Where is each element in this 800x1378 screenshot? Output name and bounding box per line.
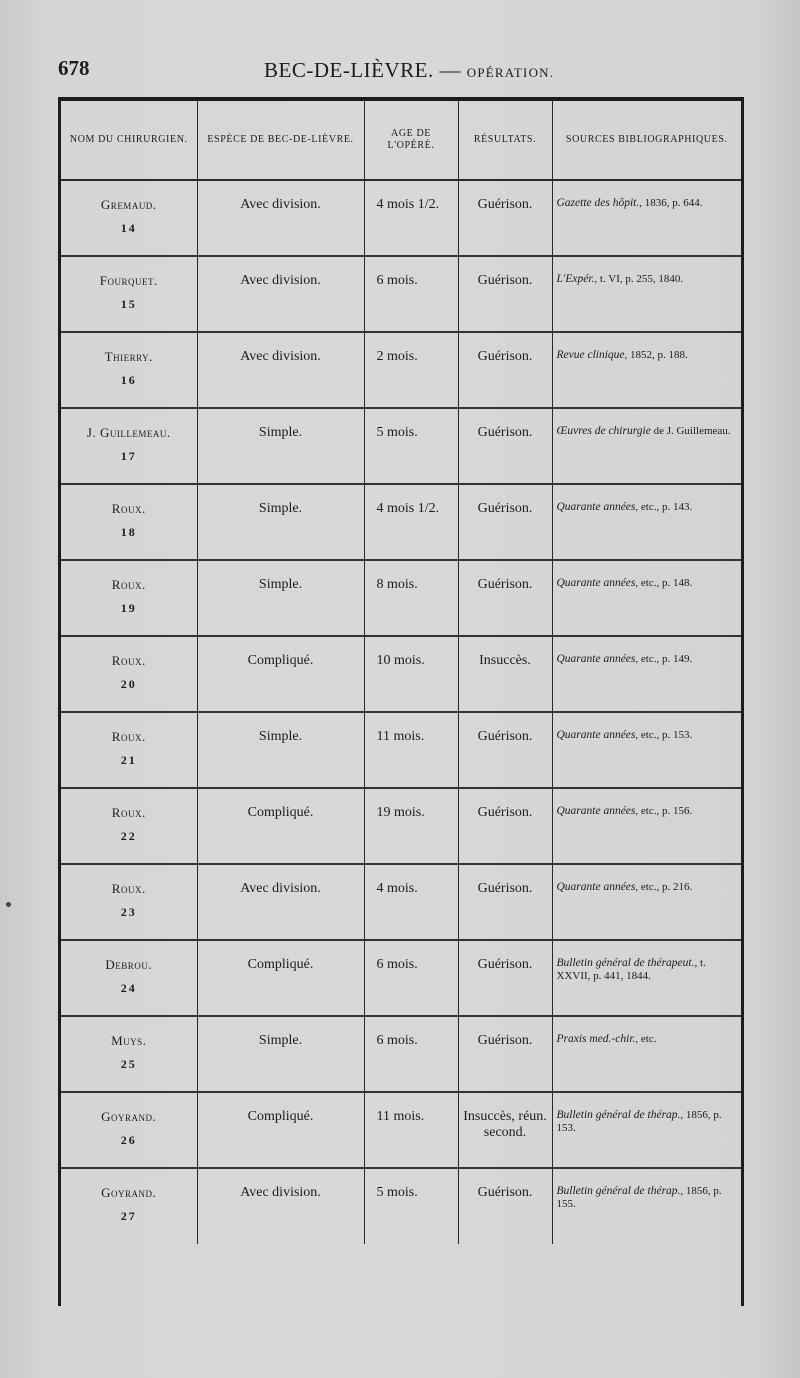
- species-cell: Avec division.: [197, 864, 364, 940]
- surgeon-cell: [61, 788, 197, 864]
- species-cell: Simple.: [197, 712, 364, 788]
- observation-number: 18: [120, 525, 137, 539]
- age-cell: 10 mois.: [364, 636, 458, 712]
- surgeon-cell: [61, 636, 197, 712]
- result-cell: Guérison.: [458, 560, 552, 636]
- source-cell: [552, 180, 741, 256]
- page-number: 678: [58, 56, 90, 80]
- source-title: Œuvres de chirurgie: [556, 425, 651, 437]
- species-cell: Simple.: [197, 408, 364, 484]
- age-cell: 11 mois.: [364, 1092, 458, 1168]
- surgeon-name: Roux.: [111, 501, 146, 516]
- source-title: Quarante années: [556, 577, 636, 589]
- surgeon-cell: [61, 256, 197, 332]
- surgeon-cell: [61, 180, 197, 256]
- observation-number: 22: [120, 829, 137, 843]
- result-cell: Guérison.: [458, 712, 552, 788]
- source-details: , 1852, p. 188.: [624, 349, 688, 361]
- result-cell: Insuccès.: [458, 636, 552, 712]
- table-row: [61, 180, 741, 256]
- surgeon-cell: [61, 1092, 197, 1168]
- source-cell: [552, 560, 741, 636]
- source-cell: [552, 636, 741, 712]
- age-cell: 5 mois.: [364, 408, 458, 484]
- species-cell: Compliqué.: [197, 1092, 364, 1168]
- source-title: Quarante années: [556, 729, 636, 741]
- source-details: , etc., p. 143.: [635, 501, 693, 513]
- surgeon-name: Goyrand.: [101, 1109, 157, 1124]
- observation-number: 16: [120, 373, 137, 387]
- age-cell: 2 mois.: [364, 332, 458, 408]
- observation-number: 27: [120, 1209, 137, 1223]
- species-cell: Simple.: [197, 484, 364, 560]
- result-cell: Guérison.: [458, 256, 552, 332]
- source-cell: [552, 712, 741, 788]
- source-title: Bulletin général de thérapeut.: [556, 957, 695, 969]
- surgeon-cell: [61, 1168, 197, 1244]
- margin-mark: [6, 902, 11, 907]
- table-row: [61, 864, 741, 940]
- result-cell: Guérison.: [458, 864, 552, 940]
- source-details: , t. XXVII, p. 441, 1844.: [556, 957, 706, 982]
- source-title: L'Expér.: [556, 273, 595, 285]
- surgeon-name: Roux.: [111, 577, 146, 592]
- source-details: , etc., p. 148.: [635, 577, 693, 589]
- observation-number: 14: [120, 221, 137, 235]
- source-cell: [552, 940, 741, 1016]
- surgeon-name: Goyrand.: [101, 1185, 157, 1200]
- source-cell: [552, 408, 741, 484]
- source-title: Bulletin général de thérap.: [556, 1109, 681, 1121]
- table-row: [61, 484, 741, 560]
- observation-number: 15: [120, 297, 137, 311]
- table-row: [61, 560, 741, 636]
- surgeon-name: Debrou.: [105, 957, 153, 972]
- observation-number: 17: [120, 449, 137, 463]
- source-details: , 1836, p. 644.: [639, 197, 703, 209]
- result-cell: Guérison.: [458, 940, 552, 1016]
- surgeon-cell: [61, 560, 197, 636]
- age-cell: 4 mois 1/2.: [364, 484, 458, 560]
- source-details: , etc., p. 149.: [635, 653, 693, 665]
- table-row: [61, 1016, 741, 1092]
- species-cell: Avec division.: [197, 332, 364, 408]
- result-cell: Guérison.: [458, 180, 552, 256]
- result-cell: Guérison.: [458, 332, 552, 408]
- result-cell: Guérison.: [458, 408, 552, 484]
- running-title: BEC-DE-LIÈVRE. —: [264, 58, 461, 82]
- age-cell: 6 mois.: [364, 1016, 458, 1092]
- observation-number: 21: [120, 753, 137, 767]
- observation-number: 19: [120, 601, 137, 615]
- source-details: , etc., p. 156.: [635, 805, 693, 817]
- source-title: Revue clinique: [556, 349, 625, 361]
- table-body: [61, 180, 741, 1244]
- surgeon-name: Roux.: [111, 805, 146, 820]
- observation-number: 25: [120, 1057, 137, 1071]
- result-cell: Insuccès, réun. second.: [458, 1092, 552, 1168]
- source-title: Praxis med.-chir.: [556, 1033, 636, 1045]
- species-cell: Avec division.: [197, 180, 364, 256]
- table-row: [61, 256, 741, 332]
- surgeon-cell: [61, 332, 197, 408]
- surgeon-name: Roux.: [111, 729, 146, 744]
- header-sources: SOURCES BIBLIOGRAPHIQUES.: [552, 101, 741, 180]
- surgeon-name: Thierry.: [104, 349, 153, 364]
- age-cell: 4 mois 1/2.: [364, 180, 458, 256]
- age-cell: 8 mois.: [364, 560, 458, 636]
- source-details: , etc., p. 153.: [635, 729, 693, 741]
- observation-number: 23: [120, 905, 137, 919]
- surgeon-cell: [61, 864, 197, 940]
- running-head: [264, 58, 554, 83]
- table-row: [61, 940, 741, 1016]
- result-cell: Guérison.: [458, 1168, 552, 1244]
- source-cell: [552, 484, 741, 560]
- table-row: [61, 408, 741, 484]
- surgeon-cell: [61, 484, 197, 560]
- age-cell: 11 mois.: [364, 712, 458, 788]
- table-row: [61, 1092, 741, 1168]
- surgery-table: [61, 101, 741, 1244]
- table-bottom-edge: [58, 1296, 744, 1306]
- species-cell: Avec division.: [197, 256, 364, 332]
- surgeon-name: Gremaud.: [100, 197, 157, 212]
- species-cell: Simple.: [197, 1016, 364, 1092]
- table-header-row: [61, 101, 741, 180]
- source-cell: [552, 1016, 741, 1092]
- source-details: , 1856, p. 155.: [556, 1185, 722, 1210]
- table-row: [61, 636, 741, 712]
- surgeon-cell: [61, 940, 197, 1016]
- source-details: , t. VI, p. 255, 1840.: [594, 273, 684, 285]
- surgeon-cell: [61, 408, 197, 484]
- surgeon-name: J. Guillemeau.: [86, 425, 171, 440]
- species-cell: Avec division.: [197, 1168, 364, 1244]
- species-cell: Compliqué.: [197, 636, 364, 712]
- header-results: RÉSULTATS.: [458, 101, 552, 180]
- observation-number: 24: [120, 981, 137, 995]
- observation-number: 20: [120, 677, 137, 691]
- age-cell: 6 mois.: [364, 256, 458, 332]
- source-details: de J. Guillemeau.: [650, 425, 731, 437]
- source-title: Quarante années: [556, 501, 636, 513]
- source-details: , etc., p. 216.: [635, 881, 693, 893]
- surgeon-name: Roux.: [111, 881, 146, 896]
- surgeon-cell: [61, 712, 197, 788]
- source-title: Bulletin général de thérap.: [556, 1185, 681, 1197]
- source-cell: [552, 1092, 741, 1168]
- result-cell: Guérison.: [458, 788, 552, 864]
- source-cell: [552, 332, 741, 408]
- header-species: ESPÈCE DE BEC-DE-LIÈVRE.: [197, 101, 364, 180]
- running-subtitle: OPÉRATION.: [466, 65, 555, 80]
- table-row: [61, 332, 741, 408]
- source-cell: [552, 864, 741, 940]
- result-cell: Guérison.: [458, 1016, 552, 1092]
- header-age: AGE DE L'OPÉRÉ.: [364, 101, 458, 180]
- source-title: Gazette des hôpit.: [556, 197, 640, 209]
- table-row: [61, 1168, 741, 1244]
- species-cell: Compliqué.: [197, 788, 364, 864]
- source-details: , etc.: [635, 1033, 657, 1045]
- source-title: Quarante années: [556, 881, 636, 893]
- source-cell: [552, 256, 741, 332]
- age-cell: 5 mois.: [364, 1168, 458, 1244]
- result-cell: Guérison.: [458, 484, 552, 560]
- header-surgeon: NOM DU CHIRURGIEN.: [61, 101, 197, 180]
- surgeon-name: Roux.: [111, 653, 146, 668]
- source-title: Quarante années: [556, 653, 636, 665]
- age-cell: 6 mois.: [364, 940, 458, 1016]
- source-cell: [552, 1168, 741, 1244]
- age-cell: 4 mois.: [364, 864, 458, 940]
- surgeon-name: Fourquet.: [99, 273, 158, 288]
- species-cell: Simple.: [197, 560, 364, 636]
- observation-number: 26: [120, 1133, 137, 1147]
- age-cell: 19 mois.: [364, 788, 458, 864]
- species-cell: Compliqué.: [197, 940, 364, 1016]
- surgeon-name: Muys.: [111, 1033, 147, 1048]
- table-row: [61, 712, 741, 788]
- source-title: Quarante années: [556, 805, 636, 817]
- source-cell: [552, 788, 741, 864]
- source-details: , 1856, p. 153.: [556, 1109, 722, 1134]
- table-row: [61, 788, 741, 864]
- surgeon-cell: [61, 1016, 197, 1092]
